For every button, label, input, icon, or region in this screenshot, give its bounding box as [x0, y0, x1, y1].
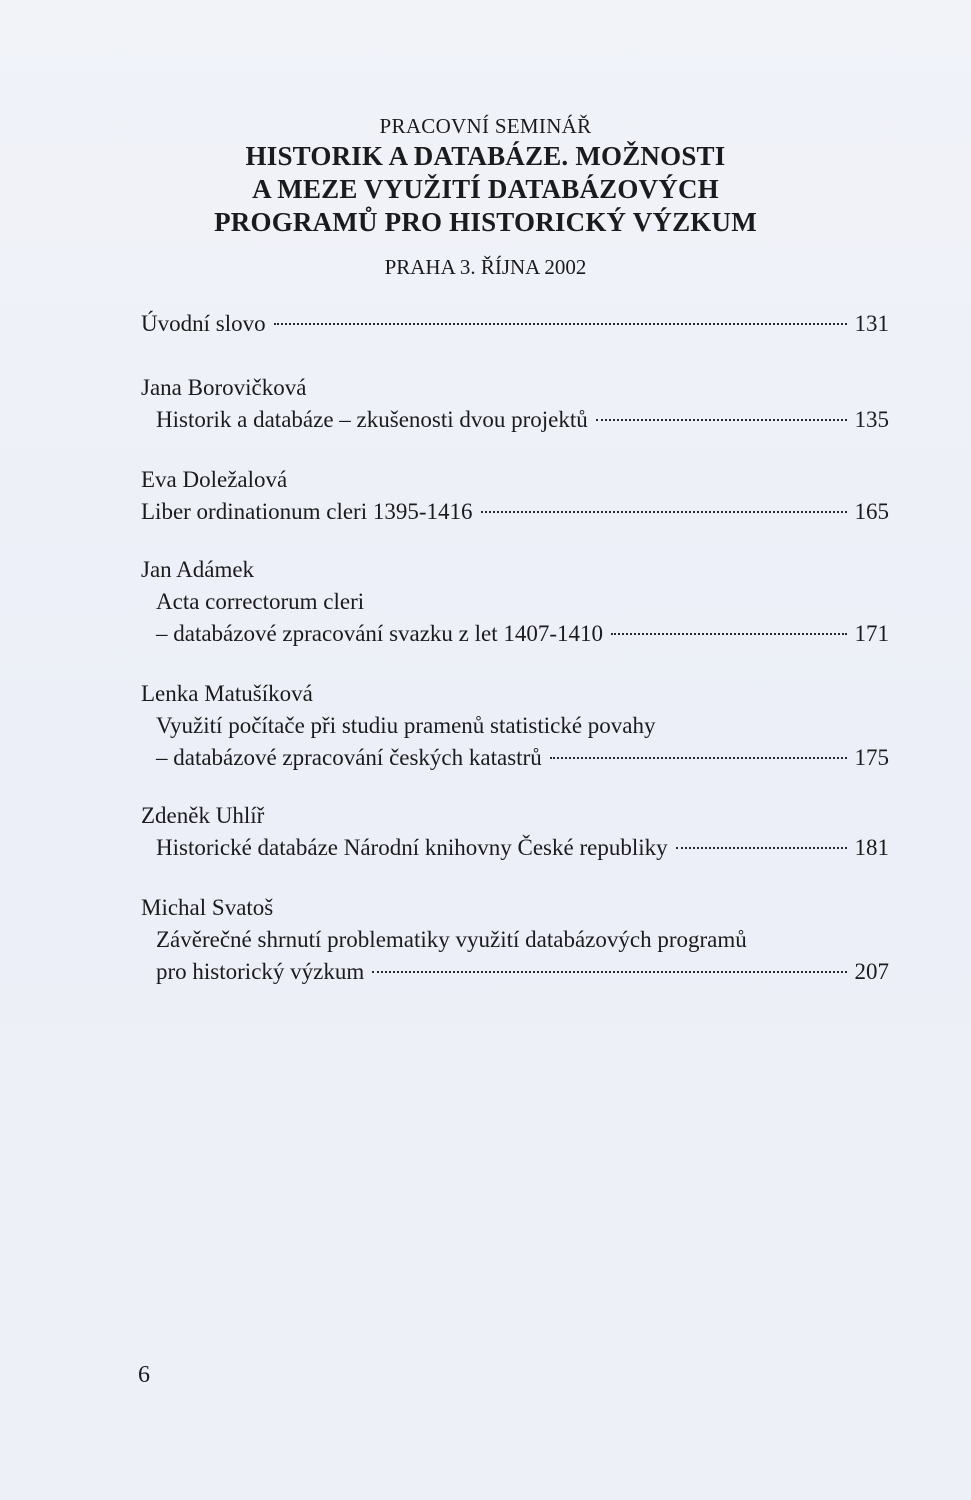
seminar-label: PRACOVNÍ SEMINÁŘ	[379, 114, 592, 138]
toc-entry-title-line: Využití počítače při studiu pramenů statistické povahy	[156, 713, 656, 738]
seminar-date: PRAHA 3. ŘÍJNA 2002	[384, 255, 587, 279]
toc-entry	[141, 678, 889, 774]
seminar-title-line: A MEZE VYUŽITÍ DATABÁZOVÝCH	[252, 174, 719, 204]
toc-row	[141, 496, 889, 528]
toc-page-number: 207	[854, 959, 889, 984]
toc-entry-title-line: Acta correctorum cleri	[156, 589, 365, 614]
toc-entry-title: – databázové zpracování českých katastrů	[156, 745, 542, 770]
toc-page-number: 131	[854, 311, 889, 336]
dot-leader	[550, 753, 847, 759]
toc-entry-title-line: Závěrečné shrnutí problematiky využití databázových programů	[156, 927, 747, 952]
toc-entry-intro	[141, 308, 889, 340]
toc-entry-title: Historické databáze Národní knihovny České republiky	[156, 835, 668, 860]
toc-page-number: 135	[854, 407, 889, 432]
toc-entry-title: pro historický výzkum	[156, 959, 365, 984]
toc-author: Michal Svatoš	[141, 895, 274, 920]
toc-page-number: 165	[854, 499, 889, 524]
toc-row	[141, 404, 889, 436]
toc-row	[141, 618, 889, 650]
dot-leader	[481, 507, 847, 513]
dot-leader	[372, 967, 846, 973]
seminar-header	[0, 112, 971, 281]
toc-entry	[141, 372, 889, 436]
toc-author: Eva Doležalová	[141, 467, 288, 492]
seminar-title-line: PROGRAMŮ PRO HISTORICKÝ VÝZKUM	[214, 207, 757, 237]
toc-entry-title: Historik a databáze – zkušenosti dvou projektů	[156, 407, 588, 432]
toc-author: Jan Adámek	[141, 557, 255, 582]
dot-leader	[676, 843, 847, 849]
toc-entry-title: Úvodní slovo	[141, 311, 266, 336]
toc-entry-title: – databázové zpracování svazku z let 1407-1410	[156, 621, 604, 646]
dot-leader	[274, 319, 847, 325]
toc-row	[141, 956, 889, 988]
seminar-title-line: HISTORIK A DATABÁZE. MOŽNOSTI	[245, 141, 726, 171]
toc-entry	[141, 892, 889, 988]
toc-author: Lenka Matušíková	[141, 681, 313, 706]
page-number: 6	[138, 1362, 150, 1388]
table-of-contents	[141, 308, 889, 984]
toc-entry-title: Liber ordinationum cleri 1395-1416	[141, 499, 473, 524]
toc-page-number: 181	[854, 835, 889, 860]
toc-row	[141, 308, 889, 340]
toc-author: Jana Borovičková	[141, 375, 307, 400]
dot-leader	[611, 629, 846, 635]
toc-page-number: 171	[854, 621, 889, 646]
toc-entry	[141, 800, 889, 864]
toc-row	[141, 742, 889, 774]
toc-entry	[141, 464, 889, 528]
toc-page-number: 175	[854, 745, 889, 770]
toc-entry	[141, 554, 889, 650]
toc-author: Zdeněk Uhlíř	[141, 803, 265, 828]
toc-row	[141, 832, 889, 864]
dot-leader	[596, 415, 847, 421]
